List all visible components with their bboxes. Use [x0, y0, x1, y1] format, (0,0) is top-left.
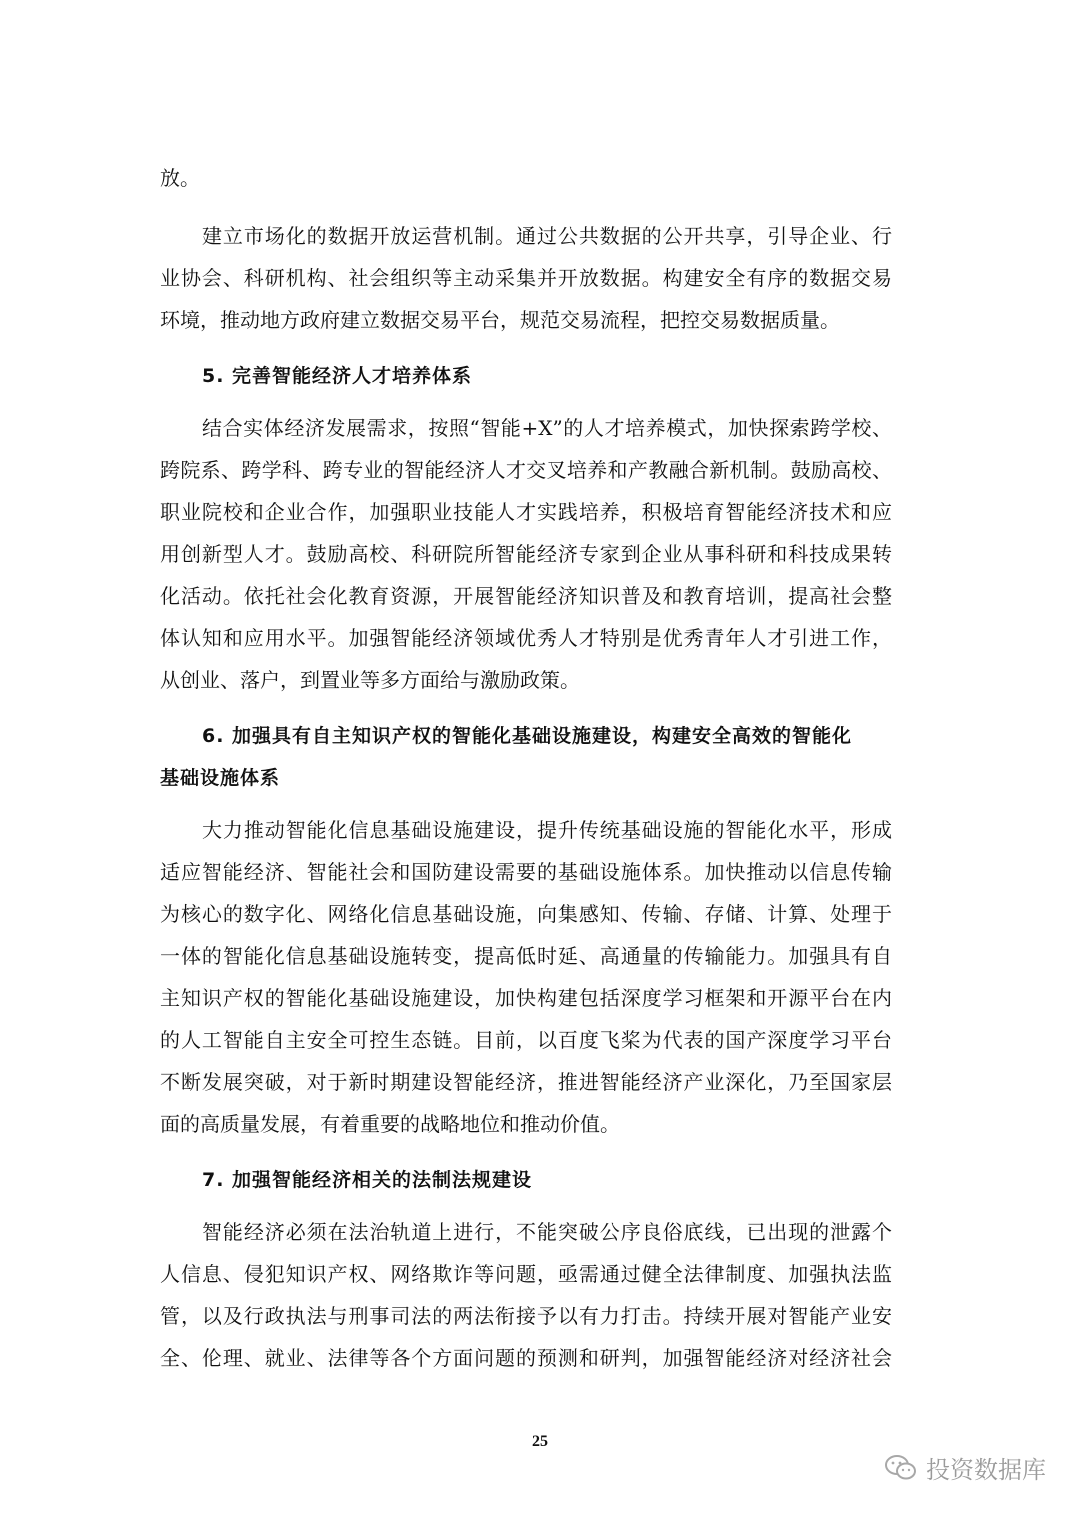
text-line: 从创业、落户，到置业等多方面给与激励政策。: [160, 668, 580, 692]
text-line: 一体的智能化信息基础设施转变，提高低时延、高通量的传输能力。加强具有自: [160, 944, 892, 968]
page-number: 25: [532, 1433, 548, 1450]
text-line: 主知识产权的智能化基础设施建设，加快构建包括深度学习框架和开源平台在内: [160, 986, 892, 1010]
wechat-icon: [884, 1453, 918, 1483]
text-line: 适应智能经济、智能社会和国防建设需要的基础设施体系。加快推动以信息传输: [160, 860, 892, 884]
text-line: 不断发展突破，对于新时期建设智能经济，推进智能经济产业深化，乃至国家层: [160, 1070, 892, 1094]
text-line: 环境，推动地方政府建立数据交易平台，规范交易流程，把控交易数据质量。: [160, 308, 840, 332]
text-line: 跨院系、跨学科、跨专业的智能经济人才交叉培养和产教融合新机制。鼓励高校、: [160, 458, 892, 482]
watermark-text: 投资数据库: [926, 1456, 1046, 1484]
section-heading-7: 7. 加强智能经济相关的法制法规建设: [202, 1169, 533, 1191]
text-line: 化活动。依托社会化教育资源，开展智能经济知识普及和教育培训，提高社会整: [160, 584, 892, 608]
text-line: 用创新型人才。鼓励高校、科研院所智能经济专家到企业从事科研和科技成果转: [160, 542, 892, 566]
text-line: 职业院校和企业合作，加强职业技能人才实践培养，积极培育智能经济技术和应: [160, 500, 892, 524]
text-line: 建立市场化的数据开放运营机制。通过公共数据的公开共享，引导企业、行: [202, 224, 892, 248]
text-line: 体认知和应用水平。加强智能经济领域优秀人才特别是优秀青年人才引进工作，: [160, 626, 892, 650]
text-line: 结合实体经济发展需求，按照“智能+X”的人才培养模式，加快探索跨学校、: [202, 416, 892, 440]
text-line: 智能经济必须在法治轨道上进行，不能突破公序良俗底线，已出现的泄露个: [202, 1220, 892, 1244]
text-line: 管，以及行政执法与刑事司法的两法衔接予以有力打击。持续开展对智能产业安: [160, 1304, 892, 1328]
section-heading-6-cont: 基础设施体系: [160, 767, 281, 789]
text-line: 大力推动智能化信息基础设施建设，提升传统基础设施的智能化水平，形成: [202, 818, 892, 842]
text-line: 面的高质量发展，有着重要的战略地位和推动价值。: [160, 1112, 620, 1136]
text-line: 全、伦理、就业、法律等各个方面问题的预测和研判，加强智能经济对经济社会: [160, 1346, 892, 1370]
text-line: 的人工智能自主安全可控生态链。目前，以百度飞桨为代表的国产深度学习平台: [160, 1028, 892, 1052]
text-line: 业协会、科研机构、社会组织等主动采集并开放数据。构建安全有序的数据交易: [160, 266, 892, 290]
watermark: [884, 1450, 1046, 1485]
text-line: 放。: [160, 166, 200, 190]
text-line: 人信息、侵犯知识产权、网络欺诈等问题，亟需通过健全法律制度、加强执法监: [160, 1262, 892, 1286]
section-heading-5: 5. 完善智能经济人才培养体系: [202, 365, 473, 387]
text-line: 为核心的数字化、网络化信息基础设施，向集感知、传输、存储、计算、处理于: [160, 902, 892, 926]
section-heading-6: 6. 加强具有自主知识产权的智能化基础设施建设，构建安全高效的智能化: [202, 725, 853, 747]
